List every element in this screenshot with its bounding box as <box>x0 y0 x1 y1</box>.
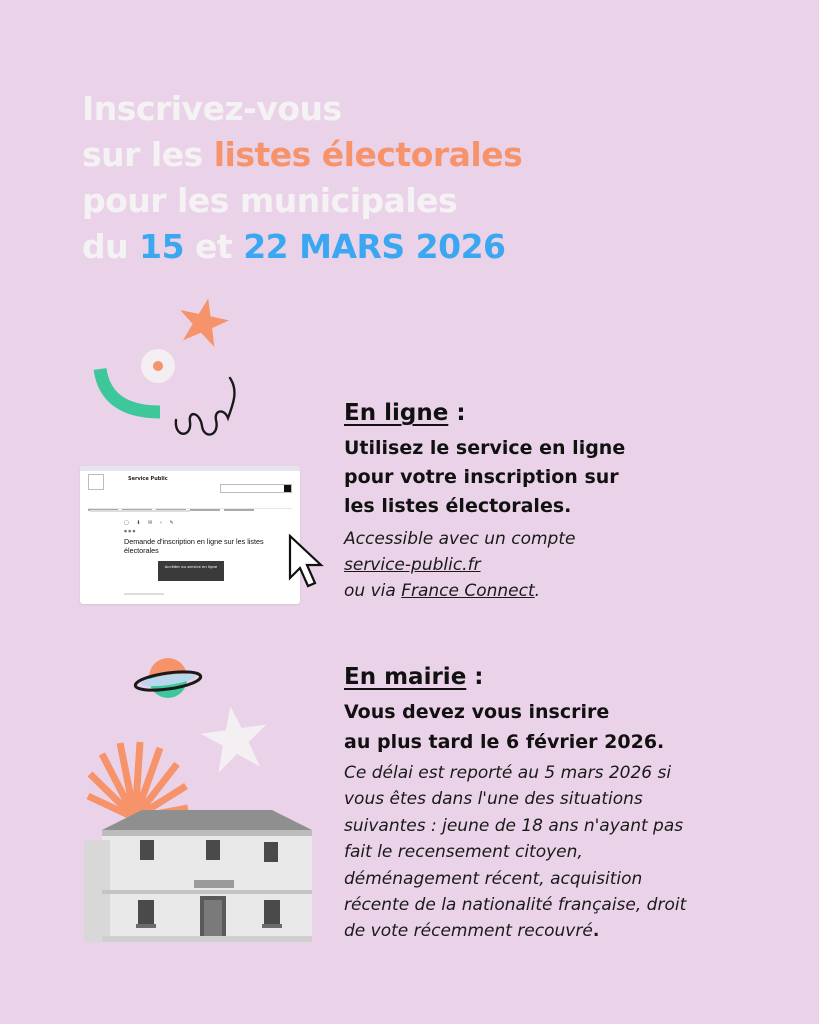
mock-footer <box>124 593 164 595</box>
online-bold-2: pour votre inscription sur <box>344 466 619 488</box>
online-bold-1: Utilisez le service en ligne <box>344 437 626 459</box>
mairie-italic-7: de vote récemment recouvré. <box>344 921 600 941</box>
star-icon <box>176 296 230 350</box>
headline-line-2: sur les listes électorales <box>82 135 523 174</box>
squiggle-icon <box>170 372 244 442</box>
mairie-italic-5: déménagement récent, acquisition <box>344 869 643 889</box>
arc-icon <box>90 364 170 424</box>
browser-bar <box>80 466 300 471</box>
headline-highlight: listes électorales <box>213 135 523 174</box>
mock-toolbar-icons: ▢ ⬇ ✉ ‹ ✎ <box>124 520 177 526</box>
mairie-bold-1: Vous devez vous inscrire <box>344 701 610 723</box>
service-public-link[interactable]: service-public.fr <box>344 555 481 575</box>
service-public-screenshot <box>80 466 300 604</box>
mairie-italic-4: fait le recensement citoyen, <box>344 842 583 862</box>
online-italic-1: Accessible avec un compte <box>344 529 576 549</box>
headline-line-3: pour les municipales <box>82 181 458 220</box>
republic-logo <box>88 474 104 490</box>
online-bold-3: les listes électorales. <box>344 495 572 517</box>
mock-page-title: Demande d'inscription en ligne sur les listes électorales <box>124 537 264 555</box>
france-connect-link[interactable]: France Connect <box>401 581 535 601</box>
headline-line-1: Inscrivez-vous <box>82 89 342 128</box>
mock-brand: Service Public <box>128 476 168 482</box>
mock-tag: ● ● ● <box>124 529 136 533</box>
town-hall-illustration <box>82 800 324 942</box>
mock-search <box>220 484 292 493</box>
online-italic-3: ou via France Connect. <box>344 581 541 601</box>
mock-header <box>88 474 292 490</box>
mock-breadcrumb <box>90 510 190 512</box>
mairie-title: En mairie : <box>344 664 484 690</box>
headline-date-2: 22 MARS 2026 <box>243 227 506 266</box>
mairie-italic-2: vous êtes dans l'une des situations <box>344 789 643 809</box>
mairie-italic-3: suivantes : jeune de 18 ans n'ayant pas <box>344 816 684 836</box>
mairie-italic-6: récente de la nationalité française, droit <box>344 895 687 915</box>
mock-button: Accéder au service en ligne <box>158 561 224 581</box>
mairie-italic-1: Ce délai est reporté au 5 mars 2026 si <box>344 763 672 783</box>
planet-icon <box>132 654 204 704</box>
mairie-bold-2: au plus tard le 6 février 2026. <box>344 731 665 753</box>
white-star-icon <box>200 704 270 774</box>
cursor-icon <box>288 534 324 588</box>
headline-date-1: 15 <box>139 227 185 266</box>
mock-nav <box>88 496 292 509</box>
online-italic-2 <box>344 552 481 579</box>
headline <box>82 86 722 270</box>
online-title: En ligne : <box>344 400 466 426</box>
headline-line-4: du 15 et 22 MARS 2026 <box>82 227 506 266</box>
